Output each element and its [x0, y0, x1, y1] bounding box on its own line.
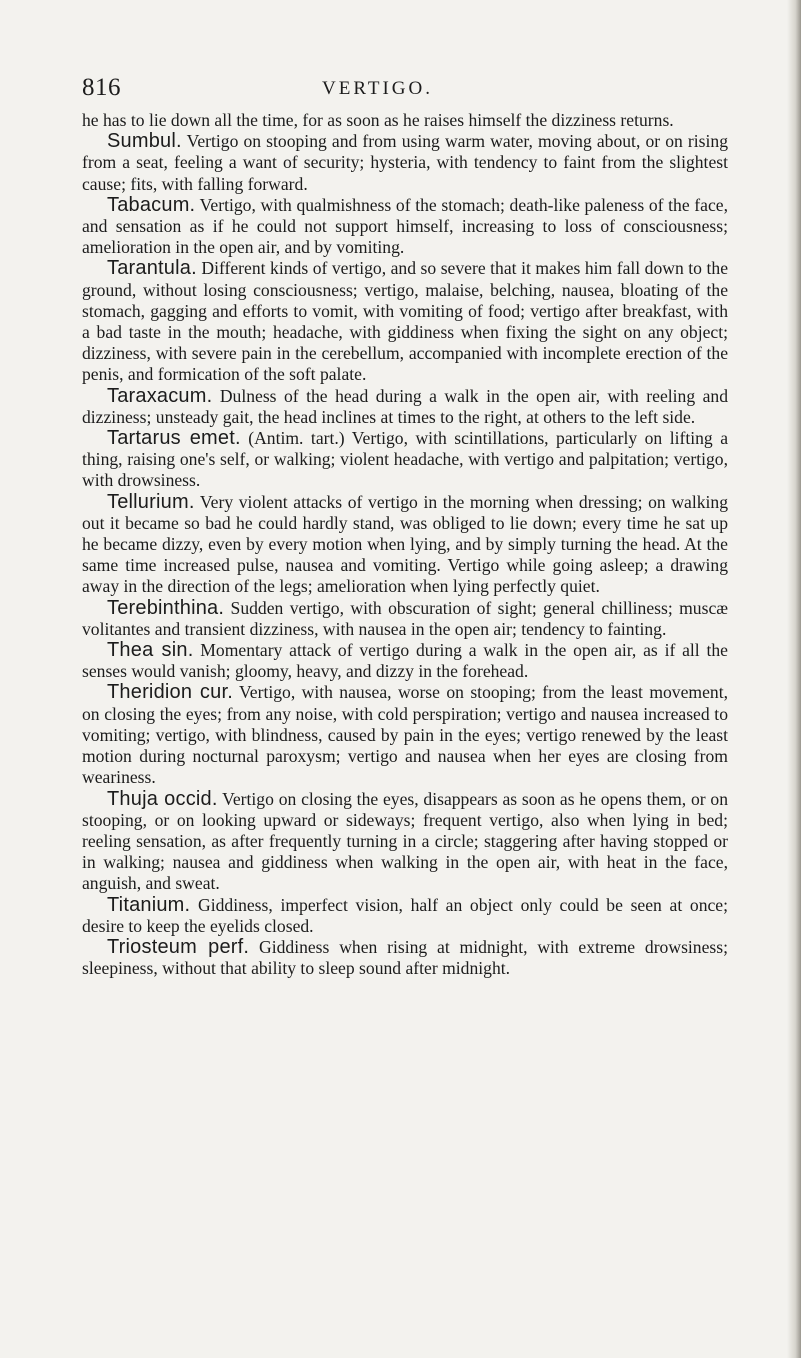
- entry-text: Very violent attacks of vertigo in the morning when dressing; on walking out it became so bad he could hardly stand, was obliged to lie down; every time he sat up he became dizzy, even by every motion when lying, and by simply turning the head. At the same time increased pulse, nausea and vomiting. Vertigo while going asleep; a drawing away in the direction of the legs; amelioration when lying perfectly quiet.: [82, 491, 728, 597]
- entry-text: Vertigo on closing the eyes, disappears as soon as he opens them, or on stooping, or on looking upward or sideways; frequent vertigo, also when lying in bed; reeling sensation, as after frequently turning in a circle; staggering after having stopped or in walking; nausea and giddiness when walking in the open air, with heat in the face, anguish, and sweat.: [82, 788, 728, 894]
- remedy-name: Sumbul.: [107, 130, 182, 153]
- entry-text: Momentary attack of vertigo during a walk in the open air, as if all the senses would vanish; gloomy, heavy, and dizzy in the forehead.: [82, 640, 728, 682]
- entry-thea-sin: [82, 640, 728, 682]
- entry-text: Giddiness, imperfect vision, half an object only could be seen at once; desire to keep the eyelids closed.: [82, 894, 728, 936]
- entry-theridion-cur: [82, 682, 728, 788]
- remedy-name: Taraxacum.: [107, 384, 213, 407]
- running-head: VERTIGO.: [322, 78, 433, 99]
- entry-text: Giddiness when rising at midnight, with extreme drowsiness; sleepiness, without that ability to sleep sound after midnight.: [82, 936, 728, 979]
- entry-sumbul: [82, 131, 728, 195]
- remedy-name: Triosteum perf.: [107, 935, 250, 958]
- entry-tarantula: [82, 258, 728, 385]
- body-text: [82, 110, 728, 979]
- remedy-name: Terebinthina.: [107, 596, 225, 619]
- entry-thuja-occid: [82, 789, 728, 895]
- entry-text: Sudden vertigo, with obscuration of sight; general chilliness; muscæ volitantes and transient dizziness, with nausea in the open air; tendency to fainting.: [82, 597, 728, 639]
- page-number: 816: [82, 74, 121, 101]
- entry-tabacum: [82, 195, 728, 259]
- remedy-name: Titanium.: [107, 893, 191, 916]
- entry-text: Dulness of the head during a walk in the open air, with reeling and dizziness; unsteady gait, the head inclines at times to the right, at others to the left side.: [82, 385, 728, 427]
- page-header: [82, 74, 722, 106]
- entry-triosteum-perf: [82, 937, 728, 979]
- page-edge-shadow: [787, 0, 801, 1358]
- opening-paragraph: he has to lie down all the time, for as soon as he raises himself the dizziness returns.: [82, 110, 674, 130]
- remedy-name: Thea sin.: [107, 639, 194, 662]
- entry-text: Vertigo, with qualmishness of the stomach; death-like paleness of the face, and sensation as if he could not support himself, increasing to loss of consciousness; amelioration in the open air, and by vomiting.: [82, 194, 728, 258]
- remedy-name: Theridion cur.: [107, 681, 233, 704]
- entry-text: (Antim. tart.) Vertigo, with scintillations, particularly on lifting a thing, raising one's self, or walking; violent headache, with vertigo and palpitation; vertigo, with drowsiness.: [82, 428, 729, 491]
- entry-titanium: [82, 895, 728, 937]
- remedy-name: Tarantula.: [107, 257, 197, 280]
- remedy-name: Tellurium.: [107, 490, 195, 513]
- entry-text: Different kinds of vertigo, and so severe that it makes him fall down to the ground, without losing consciousness; vertigo, malaise, belching, nausea, bloating of the stomach, gagging and efforts to vomit, with vomiting of food; vertigo after breakfast, with a bad taste in the mouth; headache, with giddiness when fixing the sight on any object; dizziness, with severe pain in the cerebellum, accompanied with incomplete erection of the penis, and formication of the soft palate.: [82, 258, 728, 385]
- entry-text: Vertigo, with nausea, worse on stooping; from the least movement, on closing the eyes; from any noise, with cold perspiration; vertigo and nausea increased to vomiting; vertigo, with blindness, caused by pain in the eyes; vertigo renewed by the least motion during nocturnal paroxysm; vertigo and nausea when her eyes are closing from weariness.: [82, 682, 728, 788]
- entry-tellurium: [82, 492, 728, 598]
- remedy-name: Thuja occid.: [107, 787, 218, 810]
- entry-text: Vertigo on stooping and from using warm water, moving about, or on rising from a seat, feeling a want of security; hysteria, with tendency to faint from the slightest cause; fits, with falling forward.: [82, 131, 728, 194]
- entry-terebinthina: [82, 598, 728, 640]
- entry-taraxacum: [82, 386, 728, 428]
- entry-tartarus-emet: [82, 428, 728, 492]
- remedy-name: Tartarus emet.: [107, 427, 241, 450]
- remedy-name: Tabacum.: [107, 193, 196, 216]
